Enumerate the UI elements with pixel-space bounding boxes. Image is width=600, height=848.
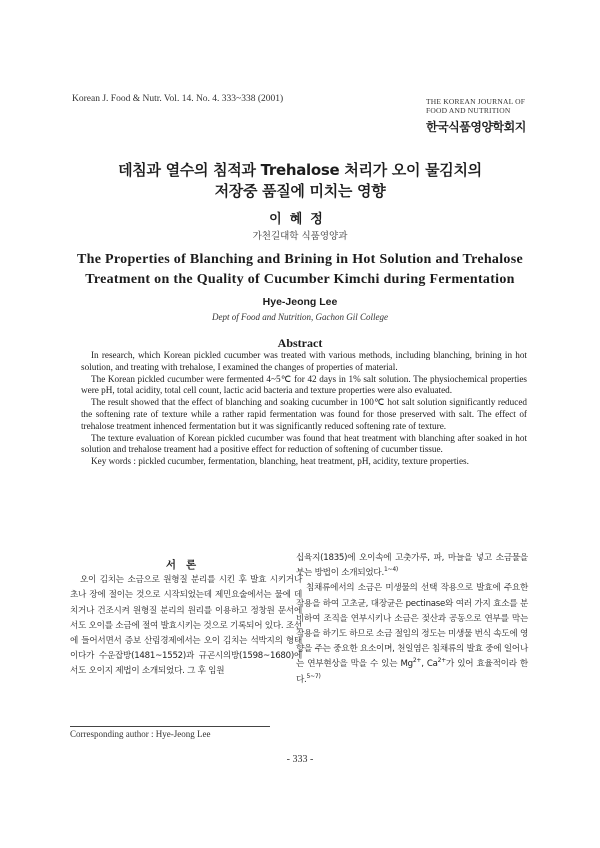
intro-text: 침채류에서의 소금은 미생물의 선택 작용으로 발효에 주요한 작용을 하여 고초균, 대장균은 pectinase와 여러 가지 효소를 분비하여 조직을 연부시키나 소금은 젖산과 공동으로 연부를 막는 작용을 하기도 하므로 소금 절임의 정도는 미생물 번식 속도에 영향을 주는 중요한 요소이며, 천일염은 침채류의 발효 중에 일어나는 연부현상을 막을 수 있는 Mg (296, 583, 528, 670)
superscript-charge: 2+ (412, 657, 422, 665)
intro-left-column (70, 558, 302, 680)
intro-right-column (296, 551, 528, 688)
intro-paragraph (296, 581, 528, 687)
intro-text: 가 있어 효율적이라 한다. (296, 659, 528, 685)
intro-paragraph: 오이 김치는 소금으로 원형질 분리를 시킨 후 발효 시키거나 초나 장에 절이는 것으로 시작되었는데 제민요술에서는 물에 데치거나 건조시켜 원형질 분리의 원리를 이용하고 정창원 문서에서도 오이를 소금에 절여 발효시키는 것으로 기록되어 있다. 조선에 들어서면서 증보 산림경제에서는 오이 김치는 석박지의 형태이다가 수운잡방(1481~1552)과 규곤시의방(1598~1680)에서도 오이지 제법이 소개되었다. 그 후 임원 (70, 575, 302, 677)
english-title-line1: The Properties of Blanching and Brining in Hot Solution and Trehalose (77, 252, 523, 267)
abstract-paragraph: The Korean pickled cucumber were fermented 4~5℃ for 42 days in 1% salt solution. The physiochemical properties were pH, total acidity, total cell count, lactic acid bacteria and texture properties were also evaluated. (81, 373, 527, 396)
abstract-heading: Abstract (277, 336, 323, 350)
keywords: Key words : pickled cucumber, fermentation, blanching, heat treatment, pH, acidity, texture properties. (91, 456, 469, 467)
superscript-charge: 2+ (437, 657, 446, 665)
affiliation-korean: 가천길대학 식품영양과 (252, 231, 348, 242)
affiliation-english: Dept of Food and Nutrition, Gachon Gil College (212, 312, 388, 322)
journal-name-en-line2: FOOD AND NUTRITION (426, 106, 511, 115)
journal-name-en-line1: THE KOREAN JOURNAL OF (426, 97, 526, 106)
footnote-divider (70, 726, 270, 727)
korean-title-line2: 저장중 품질에 미치는 영향 (214, 182, 386, 200)
intro-paragraph-continued (296, 551, 528, 581)
section-heading-intro: 서론 (165, 559, 207, 571)
citation-ref: 5~7) (306, 672, 321, 680)
page-number: - 333 - (286, 754, 314, 765)
author-english: Hye-Jeong Lee (262, 296, 338, 308)
korean-title (40, 160, 560, 202)
author-korean: 이혜정 (269, 212, 331, 227)
korean-title-line1: 데침과 열수의 침적과 Trehalose 처리가 오이 물김치의 (118, 161, 482, 179)
journal-masthead (426, 97, 534, 135)
journal-name-ko: 한국식품영양학회지 (426, 120, 526, 134)
intro-text: 십육지(1835)에 오이속에 고춧가루, 파, 마늘을 넣고 소금물을 붓는 방법이 소개되었다. (296, 553, 528, 579)
journal-citation: Korean J. Food & Nutr. Vol. 14. No. 4. 333~338 (2001) (72, 94, 284, 104)
citation-ref: 1~4) (383, 566, 398, 574)
english-title (30, 250, 570, 290)
abstract-paragraph: In research, which Korean pickled cucumber was treated with various methods, including blanching, brining in hot solution, and treating with trehalose, I examined the changes of properties of material. (81, 350, 527, 372)
corresponding-author-footnote: Corresponding author : Hye-Jeong Lee (70, 729, 211, 739)
abstract-body (81, 350, 527, 468)
intro-text: , Ca (421, 659, 438, 670)
abstract-paragraph: The result showed that the effect of blanching and soaking cucumber in 100℃ hot salt solution significantly reduced the softening rate of texture while a rather rapid fermentation was found for those preserved with salt. The effect of trehalose treatment inhenced fermentation but it was significantly reduced softening rate of texture. (81, 397, 527, 431)
abstract-paragraph: The texture evaluation of Korean pickled cucumber was found that heat treatment with blanching after soaked in hot solution and trehalose treament had a positive effect for reduction of softening of cucumber tissue. (81, 432, 527, 455)
english-title-line2: Treatment on the Quality of Cucumber Kimchi during Fermentation (85, 272, 515, 287)
